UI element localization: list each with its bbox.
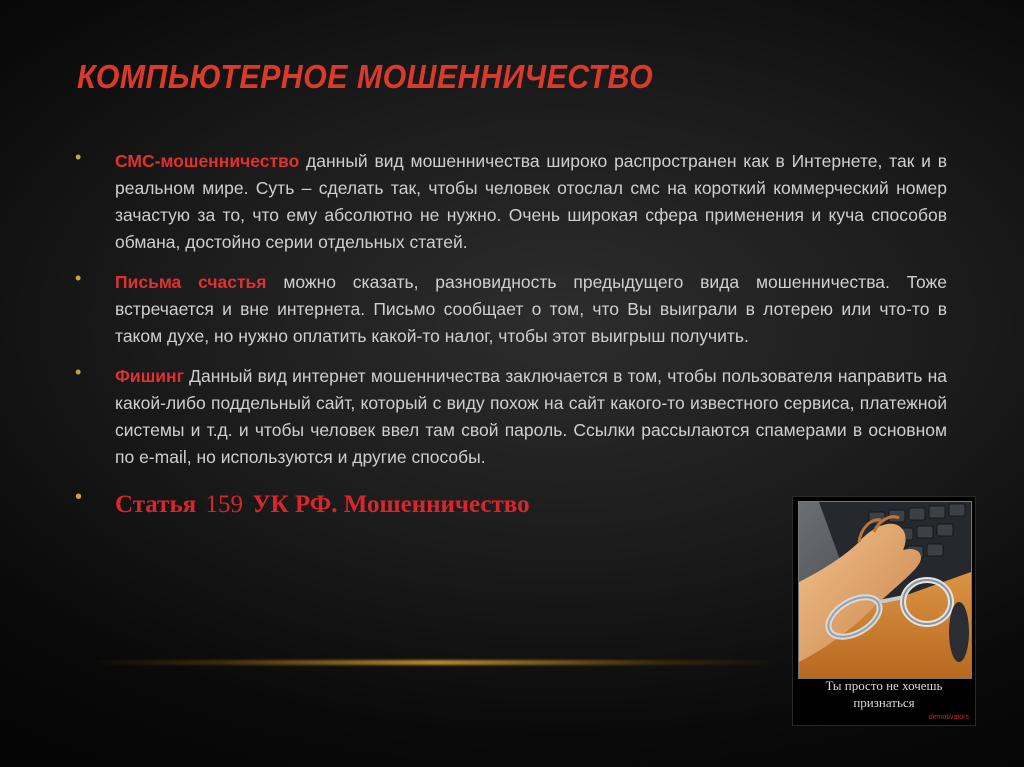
slide-title: КОМПЬЮТЕРНОЕ МОШЕННИЧЕСТВО [77, 58, 654, 95]
demotivator-poster [792, 496, 976, 726]
bullet-term: Письма счастья [115, 272, 267, 292]
bullet-item-letters [75, 269, 947, 350]
bullet-text [115, 148, 947, 256]
caption-line-1: Ты просто не хочешь [825, 678, 943, 693]
bullet-item-sms [75, 148, 947, 256]
law-suffix: УК РФ. Мошенничество [252, 491, 530, 518]
decorative-gold-line [90, 660, 780, 665]
poster-watermark: demotivators [928, 714, 969, 721]
bullet-description: данный вид мошенничества широко распространен как в Интернете, так и в реальном мире. Суть – сделать так, чтобы человек отослал смс на короткий коммерческий номер зачастую за то, что ему абсолютно не нужно. Очень широкая сфера применения и куча способов обмана, достойно серии отдельных статей. [115, 151, 947, 252]
bullet-description: можно сказать, разновидность предыдущего вида мошенничества. Тоже встречается и вне интернета. Письмо сообщает о том, что Вы выиграли в лотерею или что-то в таком духе, но нужно оплатить какой-то налог, чтобы этот выигрыш получить. [115, 272, 947, 346]
bullet-dot-icon: • [75, 362, 82, 382]
handcuffed-hand-keyboard-image [798, 501, 972, 679]
law-prefix: Статья [115, 491, 197, 518]
caption-line-2: признаться [853, 695, 915, 710]
bullet-dot-icon: • [75, 268, 82, 288]
law-number: 159 [205, 491, 243, 518]
bullet-list [75, 148, 947, 535]
bullet-dot-icon: • [75, 486, 83, 508]
bullet-description: Данный вид интернет мошенничества заключается в том, чтобы пользователя направить на какой-либо поддельный сайт, который с виду похож на сайт какого-то известного сервиса, платежной системы и т.д. и чтобы человек ввел там свой пароль. Ссылки рассылаются спамерами в основном по e-mail, но используются и другие способы. [115, 366, 947, 467]
bullet-text [115, 363, 947, 471]
bullet-term: Фишинг [115, 366, 184, 386]
bullet-item-phishing [75, 363, 947, 471]
poster-caption [793, 677, 975, 711]
bullet-dot-icon: • [75, 147, 82, 167]
bullet-term: СМС-мошенничество [115, 151, 300, 171]
bullet-text [115, 269, 947, 350]
